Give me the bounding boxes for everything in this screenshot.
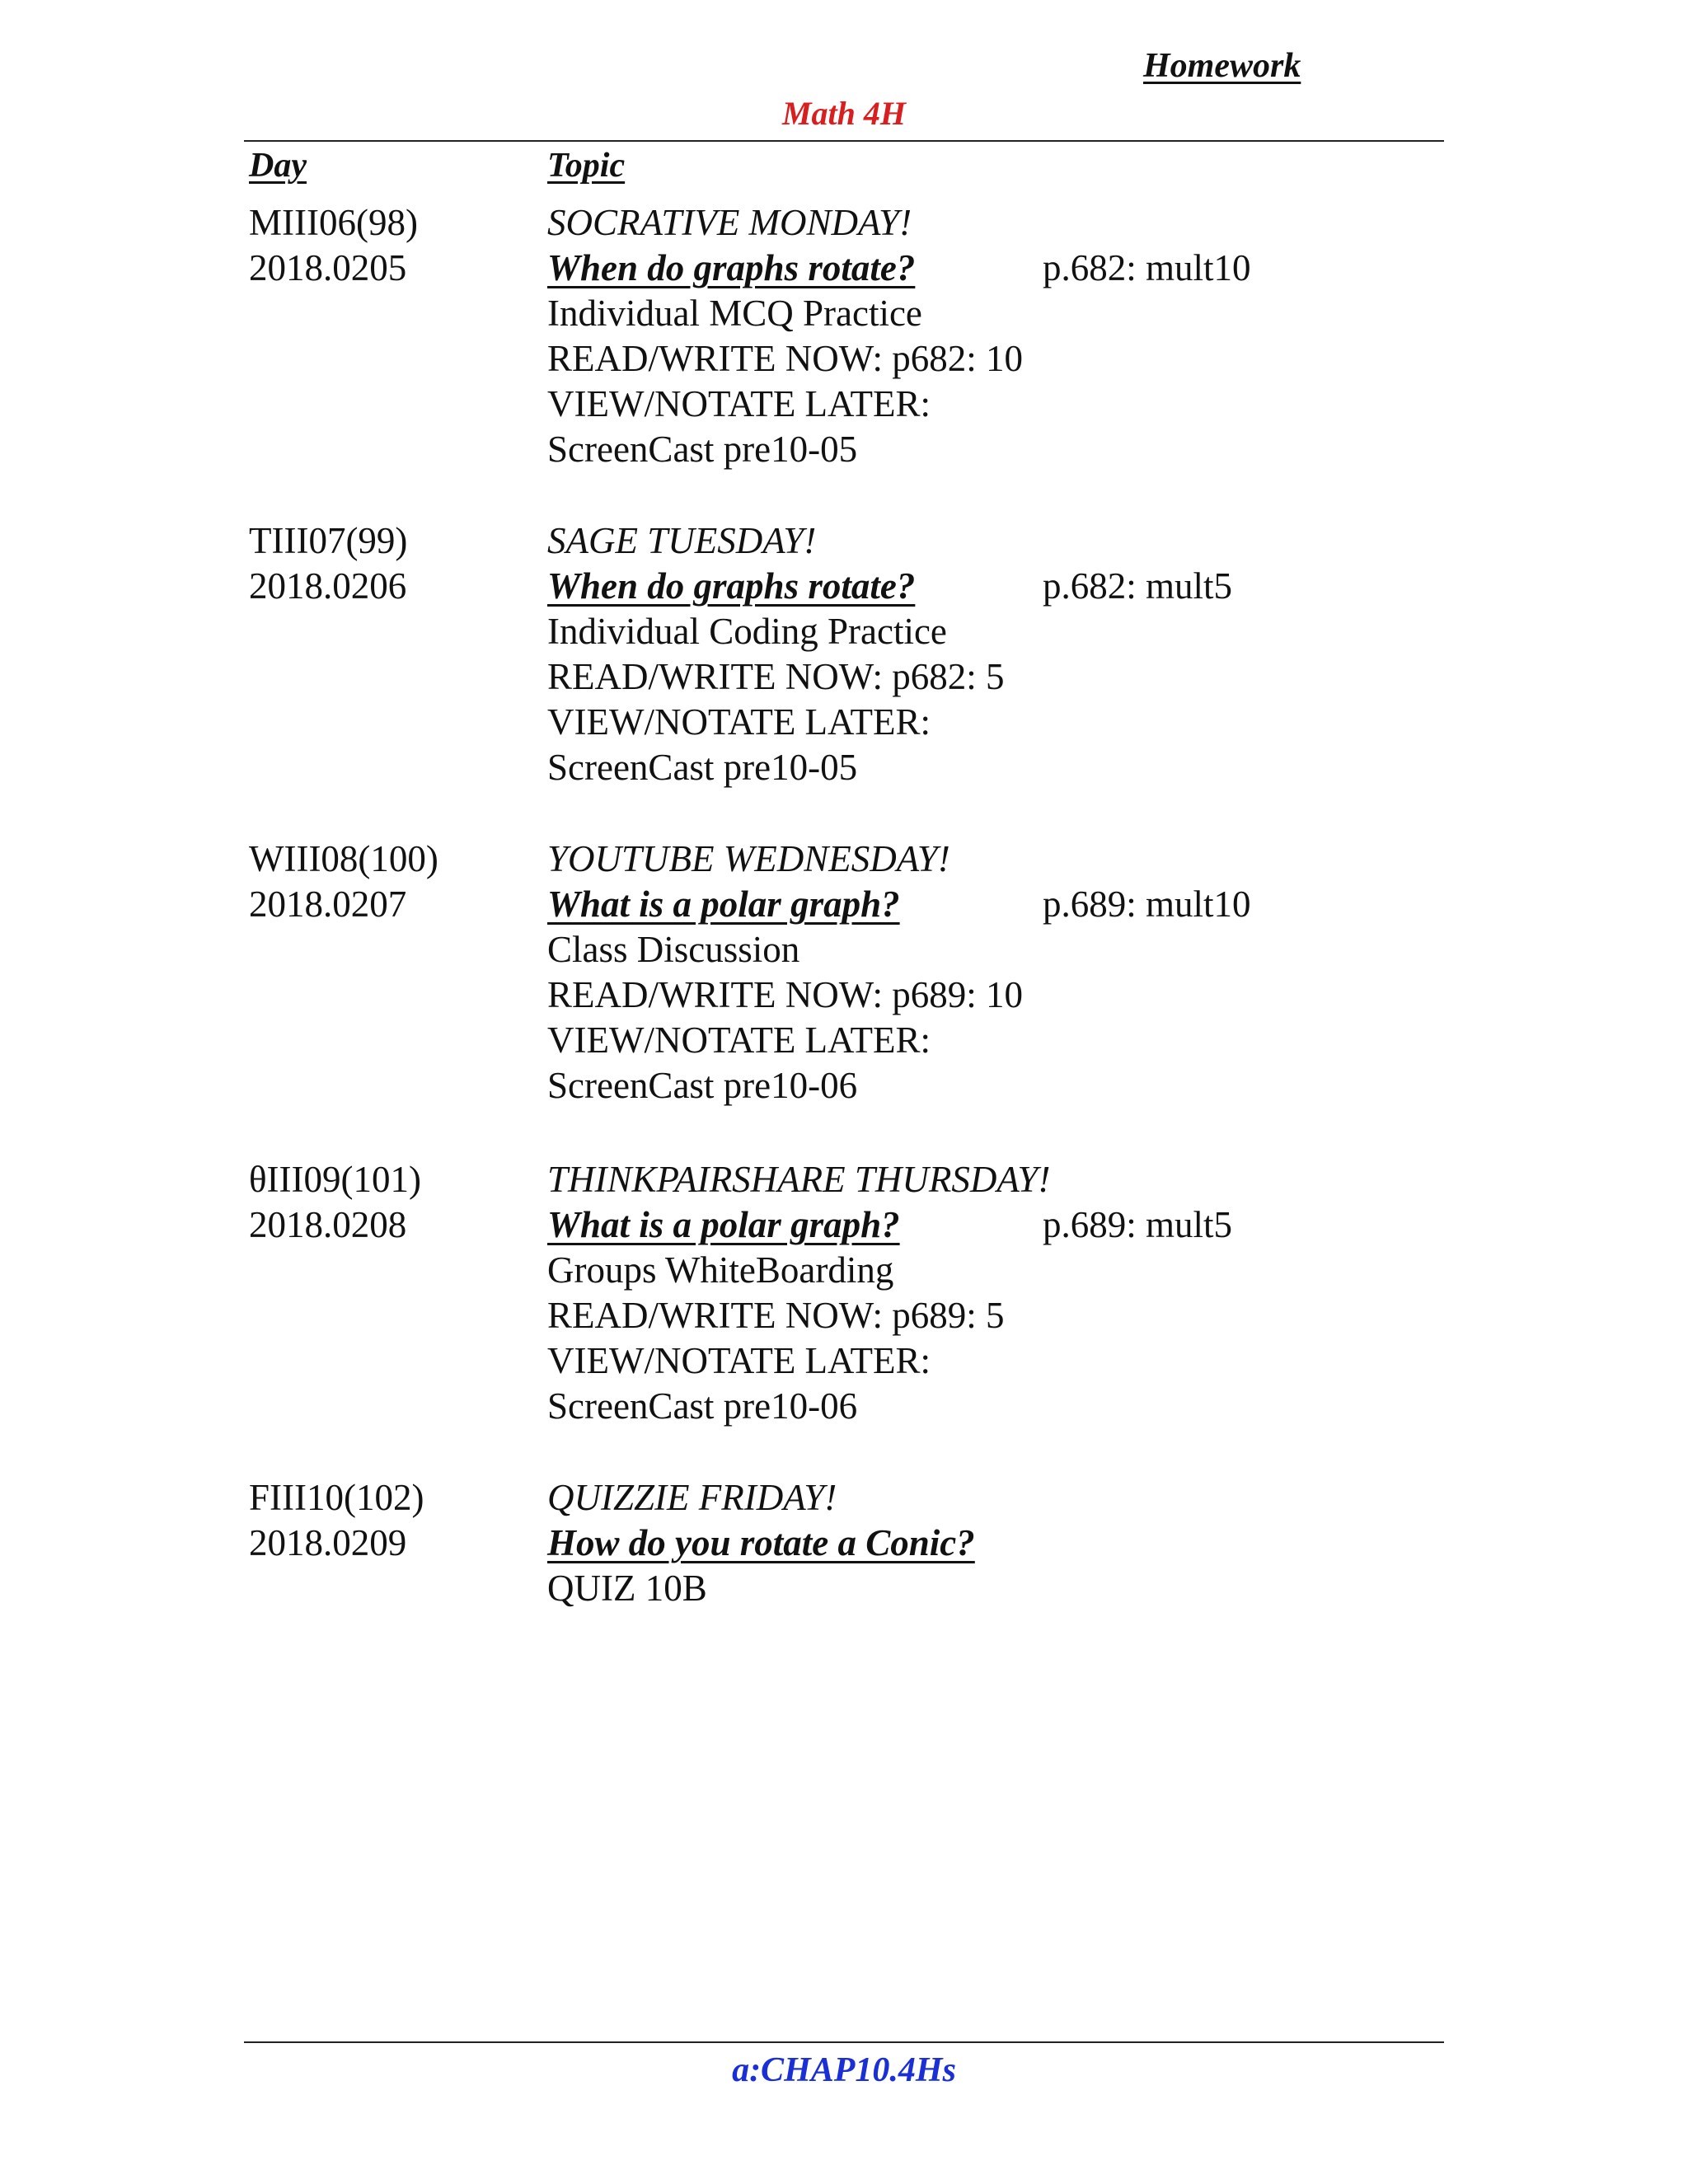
schedule-entry (0, 838, 1688, 1170)
footer-file-label: a:CHAP10.4Hs (732, 2051, 956, 2089)
homework-assignment: p.689: mult10 (1043, 883, 1251, 925)
day-theme: YOUTUBE WEDNESDAY! (547, 838, 950, 879)
footer-divider (244, 2041, 1444, 2043)
class-activity: Individual MCQ Practice (547, 293, 922, 334)
schedule-entry (0, 520, 1688, 852)
read-write-now: READ/WRITE NOW: p689: 10 (547, 974, 1024, 1015)
page-title: Math 4H (781, 95, 907, 132)
class-activity: Class Discussion (547, 929, 800, 970)
day-code: MIII06(98) (249, 202, 418, 243)
day-date: 2018.0205 (249, 247, 407, 288)
view-notate-later: VIEW/NOTATE LATER: (547, 1019, 931, 1061)
homework-assignment: p.689: mult5 (1043, 1204, 1233, 1245)
day-code: TIII07(99) (249, 520, 408, 561)
read-write-now: READ/WRITE NOW: p682: 10 (547, 338, 1024, 379)
class-activity: Individual Coding Practice (547, 611, 947, 652)
view-notate-later: VIEW/NOTATE LATER: (547, 383, 931, 424)
topic-question: When do graphs rotate? (547, 247, 916, 288)
day-code: θIII09(101) (249, 1159, 421, 1200)
topic-question: How do you rotate a Conic? (547, 1522, 975, 1563)
day-date: 2018.0208 (249, 1204, 407, 1245)
screencast-reference: ScreenCast pre10-05 (547, 747, 858, 788)
day-code: WIII08(100) (249, 838, 438, 879)
column-header-topic: Topic (547, 147, 626, 185)
topic-question: What is a polar graph? (547, 1204, 900, 1245)
column-header-homework: Homework (1143, 47, 1301, 85)
class-activity: Groups WhiteBoarding (547, 1249, 894, 1291)
screencast-reference: ScreenCast pre10-06 (547, 1385, 858, 1427)
read-write-now: READ/WRITE NOW: p689: 5 (547, 1295, 1005, 1336)
screencast-reference: ScreenCast pre10-05 (547, 429, 858, 470)
schedule-entry (0, 1479, 1688, 1644)
day-theme: QUIZZIE FRIDAY! (547, 1477, 837, 1518)
schedule-entry (0, 204, 1688, 534)
day-theme: SOCRATIVE MONDAY! (547, 202, 912, 243)
day-date: 2018.0206 (249, 565, 407, 607)
view-notate-later: VIEW/NOTATE LATER: (547, 1340, 931, 1381)
topic-question: When do graphs rotate? (547, 565, 916, 607)
header-divider (244, 140, 1444, 142)
column-header-day: Day (249, 147, 307, 185)
class-activity: QUIZ 10B (547, 1568, 707, 1609)
day-code: FIII10(102) (249, 1477, 424, 1518)
homework-assignment: p.682: mult5 (1043, 565, 1233, 607)
topic-question: What is a polar graph? (547, 883, 900, 925)
day-date: 2018.0207 (249, 883, 407, 925)
screencast-reference: ScreenCast pre10-06 (547, 1065, 858, 1106)
homework-assignment: p.682: mult10 (1043, 247, 1251, 288)
day-date: 2018.0209 (249, 1522, 407, 1563)
day-theme: THINKPAIRSHARE THURSDAY! (547, 1159, 1051, 1200)
schedule-entry (0, 1161, 1688, 1491)
day-theme: SAGE TUESDAY! (547, 520, 817, 561)
view-notate-later: VIEW/NOTATE LATER: (547, 701, 931, 743)
read-write-now: READ/WRITE NOW: p682: 5 (547, 656, 1005, 697)
